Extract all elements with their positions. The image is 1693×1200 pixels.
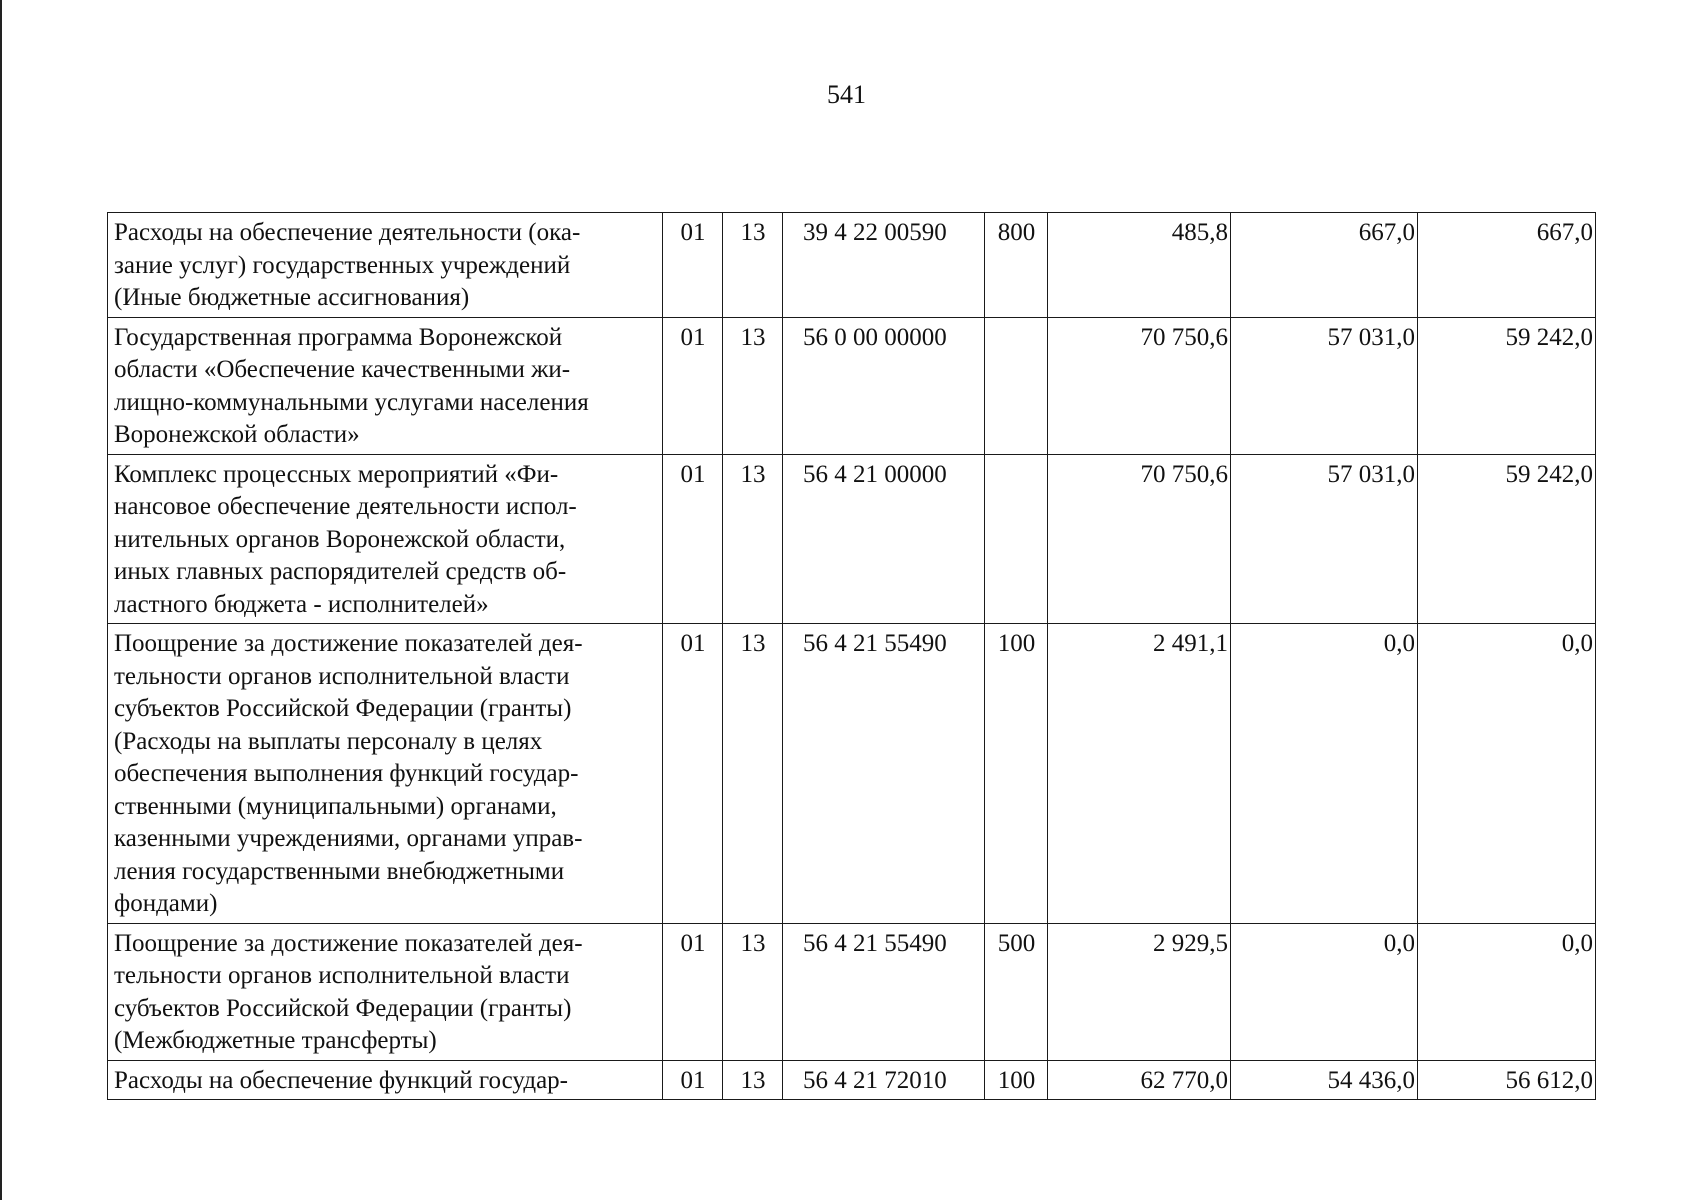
expense-type-cell: [985, 317, 1048, 454]
expense-name-line: ластного бюджета - исполнителей»: [114, 590, 489, 618]
subsection-code-cell: 13: [723, 1060, 783, 1100]
table-row: [108, 624, 1596, 924]
section-code-cell: 01: [663, 454, 723, 624]
amount-year3-cell: 0,0: [1418, 923, 1596, 1060]
amount-year1-cell: 485,8: [1048, 213, 1231, 318]
expense-name-line: иных главных распорядителей средств об-: [114, 558, 567, 585]
amount-year3-cell: 59 242,0: [1418, 454, 1596, 624]
target-article-cell: 56 0 00 00000: [783, 317, 985, 454]
target-article-cell: 56 4 21 55490: [783, 923, 985, 1060]
subsection-code-cell: 13: [723, 624, 783, 924]
budget-table: [107, 212, 1596, 1100]
table-row: [108, 454, 1596, 624]
expense-name-line: Комплекс процессных мероприятий «Фи-: [114, 460, 559, 488]
expense-name-cell: [108, 624, 663, 924]
expense-name-line: фондами): [114, 890, 218, 917]
section-code-cell: 01: [663, 213, 723, 318]
expense-name-line: Поощрение за достижение показателей дея-: [114, 630, 583, 657]
expense-type-cell: 800: [985, 213, 1048, 318]
expense-name-line: тельности органов исполнительной власти: [114, 662, 570, 690]
table-body: [108, 213, 1596, 1100]
expense-type-cell: 100: [985, 1060, 1048, 1100]
page-number: 541: [827, 80, 866, 109]
expense-name-line: зание услуг) государственных учреждений: [114, 251, 571, 279]
expense-name-line: (Межбюджетные трансферты): [114, 1027, 437, 1054]
expense-name-line: субъектов Российской Федерации (гранты): [114, 695, 572, 722]
section-code-cell: 01: [663, 317, 723, 454]
subsection-code-cell: 13: [723, 317, 783, 454]
amount-year3-cell: 56 612,0: [1418, 1060, 1596, 1100]
subsection-code-cell: 13: [723, 213, 783, 318]
table-row: [108, 923, 1596, 1060]
expense-name-line: обеспечения выполнения функций государ-: [114, 760, 579, 787]
expense-name-line: тельности органов исполнительной власти: [114, 962, 570, 989]
amount-year2-cell: 57 031,0: [1231, 317, 1418, 454]
expense-name-line: нансовое обеспечение деятельности испол-: [114, 493, 577, 520]
amount-year1-cell: 62 770,0: [1048, 1060, 1231, 1100]
table-row: [108, 1060, 1596, 1100]
expense-name-line: ственными (муниципальными) органами,: [114, 792, 557, 820]
target-article-cell: 56 4 21 00000: [783, 454, 985, 624]
expense-type-cell: 100: [985, 624, 1048, 924]
section-code-cell: 01: [663, 624, 723, 924]
table-row: [108, 317, 1596, 454]
expense-name-line: Расходы на обеспечение функций государ-: [114, 1066, 568, 1094]
expense-name-cell: [108, 923, 663, 1060]
expense-name-line: нительных органов Воронежской области,: [114, 525, 566, 553]
target-article-cell: 56 4 21 72010: [783, 1060, 985, 1100]
amount-year2-cell: 667,0: [1231, 213, 1418, 318]
expense-type-cell: [985, 454, 1048, 624]
amount-year2-cell: 57 031,0: [1231, 454, 1418, 624]
section-code-cell: 01: [663, 923, 723, 1060]
expense-name-line: ления государственными внебюджетными: [114, 857, 565, 885]
expense-name-line: Воронежской области»: [114, 421, 360, 448]
expense-name-line: (Иные бюджетные ассигнования): [114, 284, 470, 311]
expense-name-line: Расходы на обеспечение деятельности (ока-: [114, 219, 581, 246]
amount-year2-cell: 54 436,0: [1231, 1060, 1418, 1100]
expense-name-line: лищно-коммунальными услугами населения: [114, 388, 589, 416]
scan-edge-line: [0, 0, 2, 1200]
amount-year3-cell: 0,0: [1418, 624, 1596, 924]
expense-name-cell: [108, 213, 663, 318]
expense-name-cell: [108, 1060, 663, 1100]
expense-name-line: (Расходы на выплаты персоналу в целях: [114, 727, 543, 755]
amount-year2-cell: 0,0: [1231, 923, 1418, 1060]
target-article-cell: 39 4 22 00590: [783, 213, 985, 318]
amount-year1-cell: 70 750,6: [1048, 317, 1231, 454]
amount-year3-cell: 667,0: [1418, 213, 1596, 318]
expense-name-line: Поощрение за достижение показателей дея-: [114, 929, 583, 957]
amount-year3-cell: 59 242,0: [1418, 317, 1596, 454]
target-article-cell: 56 4 21 55490: [783, 624, 985, 924]
amount-year2-cell: 0,0: [1231, 624, 1418, 924]
section-code-cell: 01: [663, 1060, 723, 1100]
expense-type-cell: 500: [985, 923, 1048, 1060]
expense-name-line: казенными учреждениями, органами управ-: [114, 825, 583, 852]
subsection-code-cell: 13: [723, 454, 783, 624]
expense-name-line: субъектов Российской Федерации (гранты): [114, 994, 572, 1022]
amount-year1-cell: 70 750,6: [1048, 454, 1231, 624]
amount-year1-cell: 2 929,5: [1048, 923, 1231, 1060]
table-row: [108, 213, 1596, 318]
expense-name-line: области «Обеспечение качественными жи-: [114, 356, 571, 383]
expense-name-cell: [108, 454, 663, 624]
expense-name-cell: [108, 317, 663, 454]
expense-name-line: Государственная программа Воронежской: [114, 323, 563, 351]
subsection-code-cell: 13: [723, 923, 783, 1060]
amount-year1-cell: 2 491,1: [1048, 624, 1231, 924]
